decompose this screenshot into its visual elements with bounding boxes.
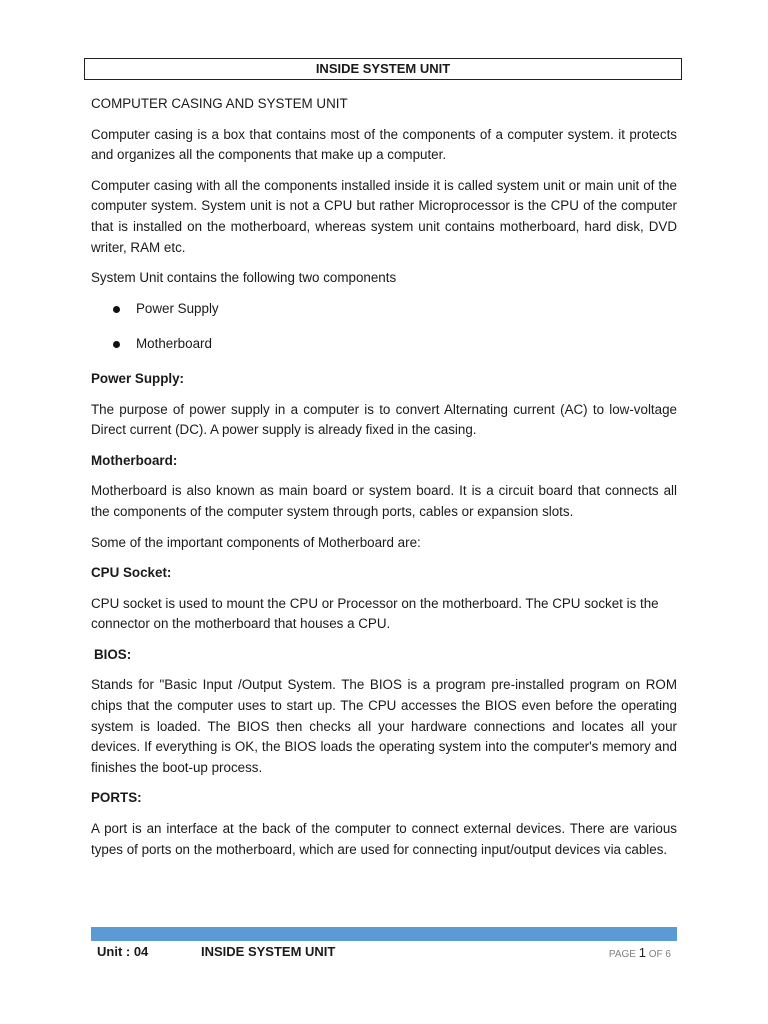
paragraph-casing: Computer casing is a box that contains most of the components of a computer system. it protects and organizes all the components that make up a computer. [91, 126, 677, 163]
list-item [91, 299, 677, 320]
ports-heading: PORTS: [91, 790, 142, 806]
page-indicator [609, 945, 671, 960]
page-prefix: PAGE [608, 949, 639, 960]
page-title: INSIDE SYSTEM UNIT [84, 58, 682, 80]
power-supply-text: The purpose of power supply in a computer is to convert Alternating current (AC) to low-voltage Direct current (DC). A power supply is already fixed in the casing. [91, 401, 677, 438]
paragraph-components-intro: System Unit contains the following two components [91, 270, 397, 286]
motherboard-intro: Some of the important components of Motherboard are: [91, 534, 421, 550]
page-suffix: OF 6 [645, 949, 671, 960]
bios-heading: BIOS: [94, 646, 132, 662]
cpu-socket-heading: CPU Socket: [91, 565, 172, 581]
document-body [91, 94, 677, 870]
power-supply-heading: Power Supply: [91, 370, 185, 386]
list-item [91, 334, 677, 355]
ports-text: A port is an interface at the back of the computer to connect external devices. There are various types of ports on the motherboard, which are used for connecting input/output devices via cables. [91, 821, 677, 857]
footer-unit: Unit : 04 [97, 944, 149, 959]
cpu-socket-text: CPU socket is used to mount the CPU or Processor on the motherboard. The CPU socket is the connector on the motherboard that houses a CPU. [91, 595, 659, 632]
list-item-label: Power Supply [136, 300, 219, 316]
page-number: 1 [638, 945, 646, 960]
section-heading: COMPUTER CASING AND SYSTEM UNIT [91, 96, 348, 111]
footer-bar [91, 927, 677, 941]
bullet-icon [113, 341, 120, 348]
paragraph-system-unit: Computer casing with all the components installed inside it is called system unit or main unit of the computer system. System unit is not a CPU but rather Microprocessor is the CPU of the computer that is installed on the motherboard, whereas system unit contains motherboard, hard disk, DVD writer, RAM etc. [91, 177, 677, 255]
components-list [91, 299, 677, 355]
bullet-icon [113, 306, 120, 313]
page-footer [91, 944, 677, 962]
motherboard-text: Motherboard is also known as main board or system board. It is a circuit board that connects all the components of the computer system through ports, cables or expansion slots. [91, 483, 677, 519]
list-item-label: Motherboard [136, 335, 212, 351]
bios-text: Stands for "Basic Input /Output System. The BIOS is a program pre-installed program on ROM chips that the computer uses to start up. The CPU accesses the BIOS even before the operating system is loaded. The BIOS then checks all your hardware connections and locates all your devices. If everything is OK, the BIOS loads the operating system into the computer's memory and finishes the boot-up process. [91, 677, 677, 775]
footer-title: INSIDE SYSTEM UNIT [201, 944, 336, 959]
motherboard-heading: Motherboard: [91, 452, 178, 468]
